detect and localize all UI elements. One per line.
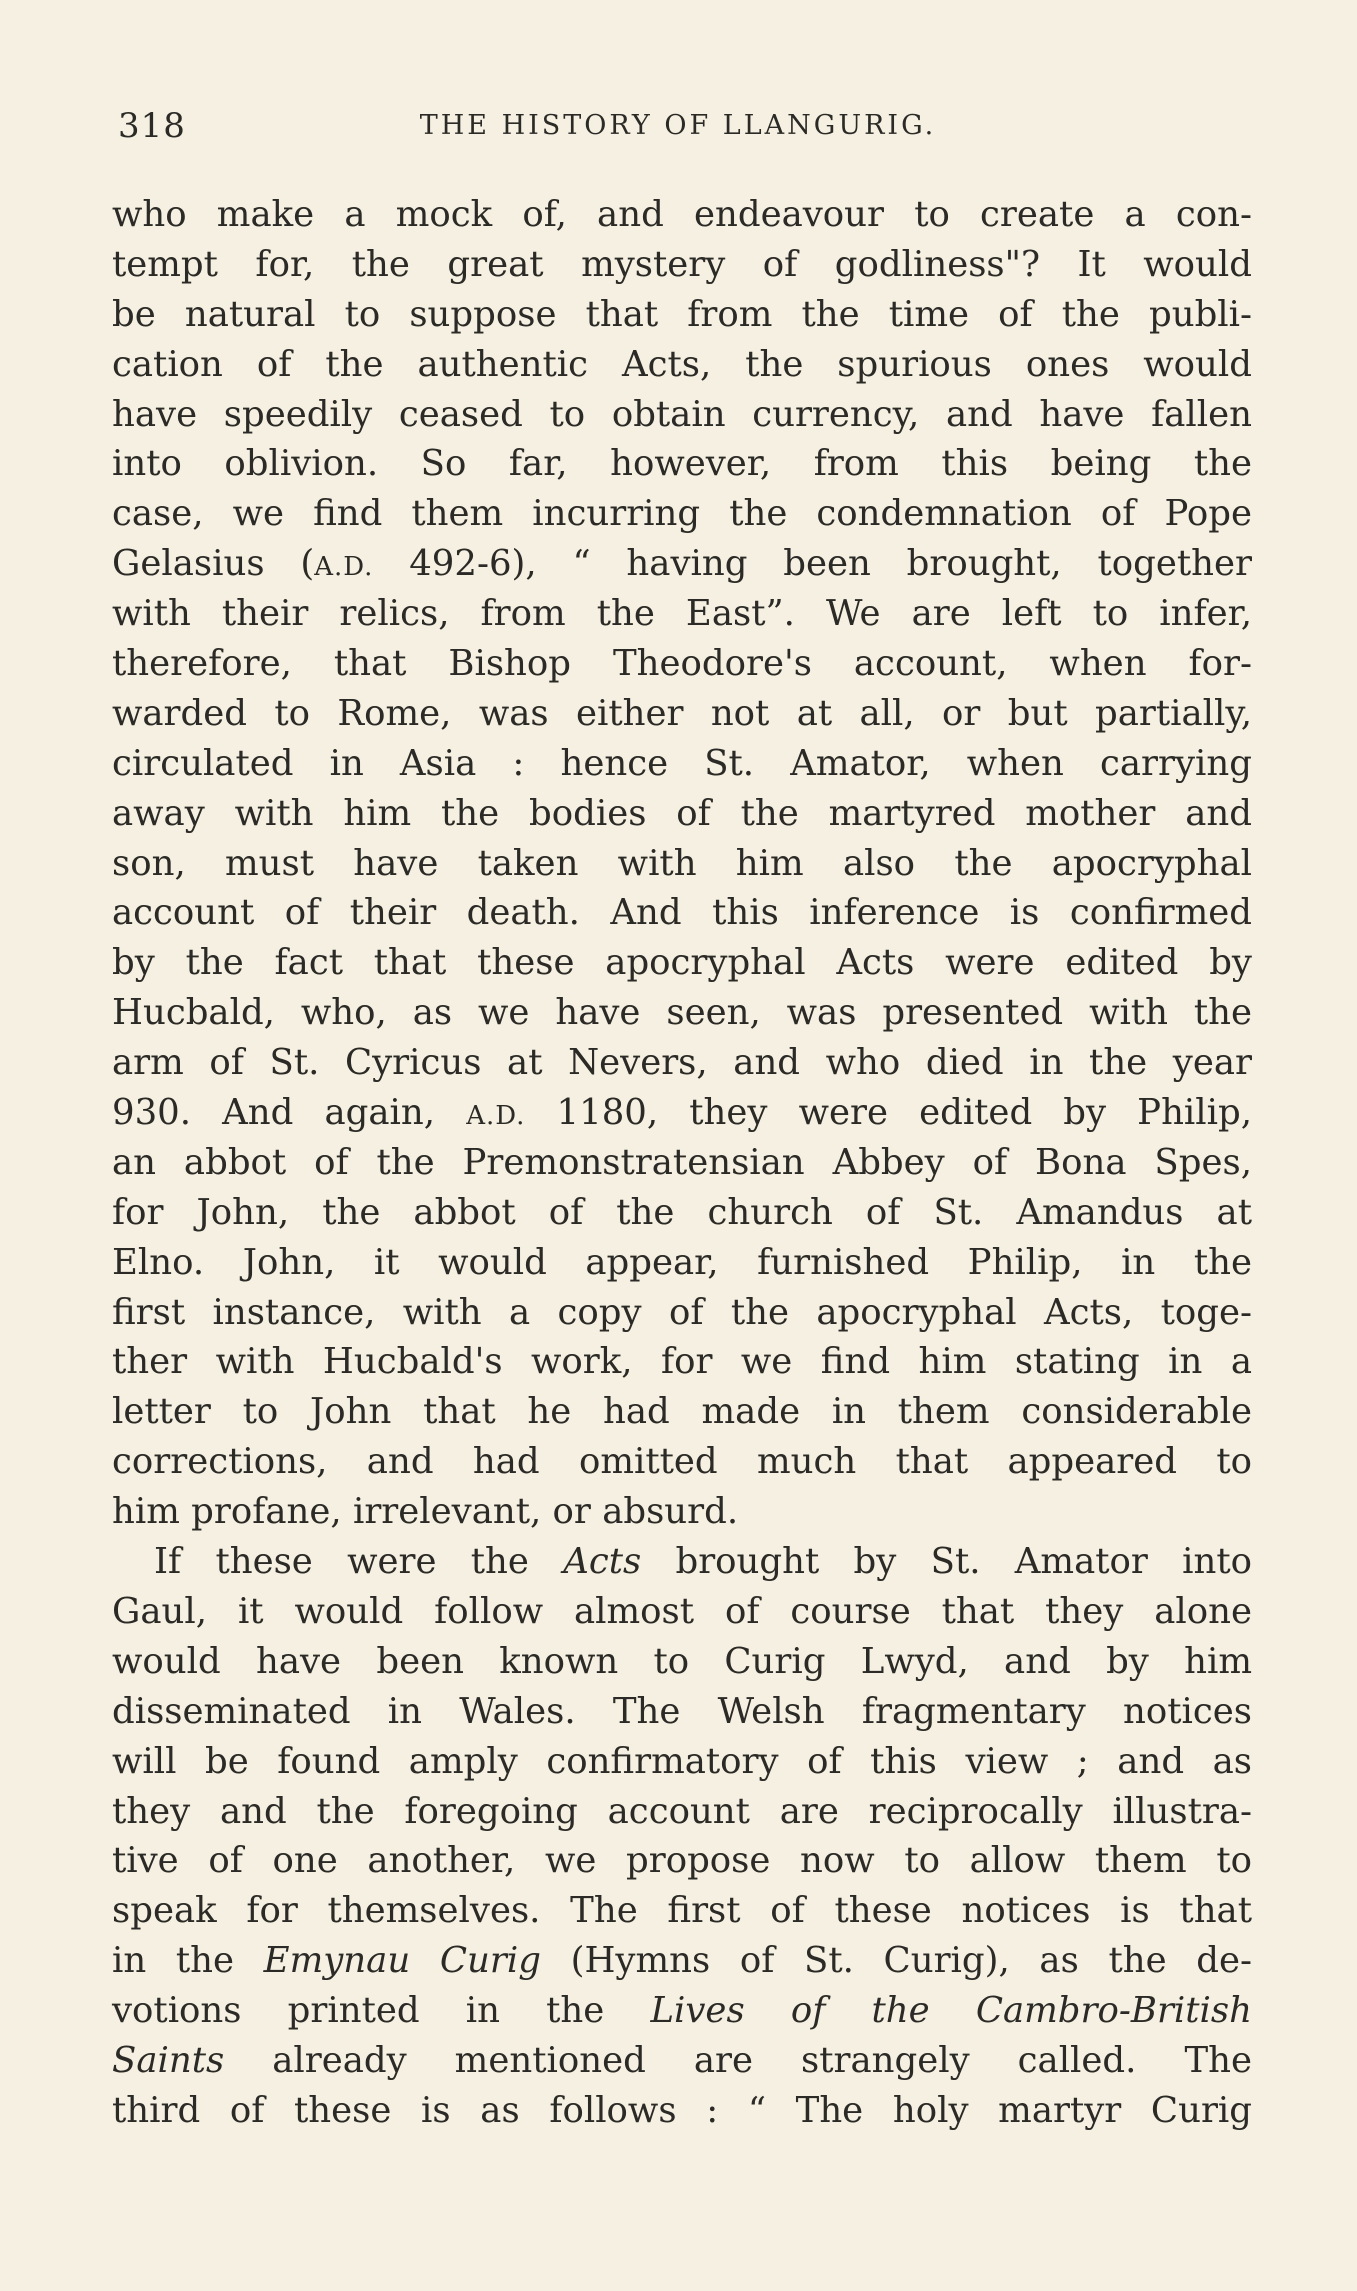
text-line: tempt for, the great mystery of godliness"? It would — [112, 243, 1252, 285]
text-line: therefore, that Bishop Theodore's account, when for- — [112, 643, 1252, 685]
running-title: THE HISTORY OF LLANGURIG. — [419, 110, 937, 141]
text-line: would have been known to Curig Lwyd, and by him — [112, 1640, 1252, 1682]
text-line: with their relics, from the East”. We are left to infer, — [112, 593, 1252, 635]
text-line: case, we find them incurring the condemnation of Pope — [112, 493, 1252, 535]
text-run: 492-6), “ having been brought, together — [373, 543, 1252, 585]
text-line: disseminated in Wales. The Welsh fragmentary notices — [112, 1690, 1252, 1732]
text-line: speak for themselves. The first of these notices is that — [112, 1890, 1252, 1932]
text-line — [112, 1936, 1252, 1986]
text-line: be natural to suppose that from the time of the publi- — [112, 293, 1252, 335]
text-line — [112, 1986, 1252, 2036]
text-line: by the fact that these apocryphal Acts were edited by — [112, 942, 1252, 984]
italic-run: Emynau Curig — [263, 1940, 541, 1982]
text-line: corrections, and had omitted much that appeared to — [112, 1441, 1252, 1483]
small-caps-run: A.D. — [314, 552, 374, 583]
text-line: third of these is as follows : “ The holy martyr Curig — [112, 2089, 1252, 2131]
text-line: cation of the authentic Acts, the spurious ones would — [112, 343, 1252, 385]
text-line: first instance, with a copy of the apocryphal Acts, toge- — [112, 1291, 1252, 1333]
text-line: they and the foregoing account are reciprocally illustra- — [112, 1790, 1252, 1832]
text-run: already mentioned are strangely called. The — [224, 2039, 1252, 2081]
text-line: who make a mock of, and endeavour to create a con- — [112, 194, 1252, 235]
text-line: son, must have taken with him also the apocryphal — [112, 842, 1252, 884]
text-line: arm of St. Cyricus at Nevers, and who died in the year — [112, 1042, 1252, 1084]
text-run: If these were the — [154, 1541, 564, 1583]
text-run: votions printed in the — [112, 1990, 651, 2032]
page-number: 318 — [118, 106, 186, 146]
text-line: tive of one another, we propose now to allow them to — [112, 1840, 1252, 1882]
text-line: warded to Rome, was either not at all, or but partially, — [112, 692, 1252, 734]
text-line: account of their death. And this inference is confirmed — [112, 892, 1252, 934]
text-run: in the — [112, 1940, 264, 1982]
text-line: ther with Hucbald's work, for we find him stating in a — [112, 1341, 1252, 1383]
text-run: 930. And again, — [112, 1092, 467, 1134]
text-line: Elno. John, it would appear, furnished Philip, in the — [112, 1241, 1252, 1283]
text-line: Hucbald, who, as we have seen, was presented with the — [112, 992, 1252, 1034]
text-line: Gaul, it would follow almost of course that they alone — [112, 1590, 1252, 1632]
paragraph-start-line — [112, 1537, 1252, 1587]
italic-run: Lives of the Cambro-British — [650, 1990, 1252, 2032]
text-run: brought by St. Amator into — [641, 1541, 1252, 1583]
text-line: into oblivion. So far, however, from this being the — [112, 443, 1252, 485]
body-text — [112, 190, 1252, 2136]
text-run: 1180, they were edited by Philip, — [525, 1092, 1253, 1134]
text-line: an abbot of the Premonstratensian Abbey of Bona Spes, — [112, 1141, 1252, 1183]
text-line: will be found amply confirmatory of this view ; and as — [112, 1740, 1252, 1782]
text-line — [112, 539, 1252, 589]
text-line: for John, the abbot of the church of St. Amandus at — [112, 1191, 1252, 1233]
text-line: letter to John that he had made in them considerable — [112, 1391, 1252, 1433]
text-run: (Hymns of St. Curig), as the de- — [540, 1940, 1252, 1982]
small-caps-run: A.D. — [466, 1101, 526, 1132]
page-header — [118, 106, 1238, 150]
text-line: circulated in Asia : hence St. Amator, when carrying — [112, 742, 1252, 784]
text-line: away with him the bodies of the martyred mother and — [112, 792, 1252, 834]
italic-run: Acts — [563, 1541, 642, 1583]
text-run: Gelasius ( — [112, 543, 315, 585]
text-line: have speedily ceased to obtain currency, and have fallen — [112, 393, 1252, 435]
italic-run: Saints — [112, 2039, 225, 2081]
text-line — [112, 1088, 1252, 1138]
paragraph-end-line: him profane, irrelevant, or absurd. — [112, 1491, 739, 1533]
text-line — [112, 2036, 1252, 2086]
